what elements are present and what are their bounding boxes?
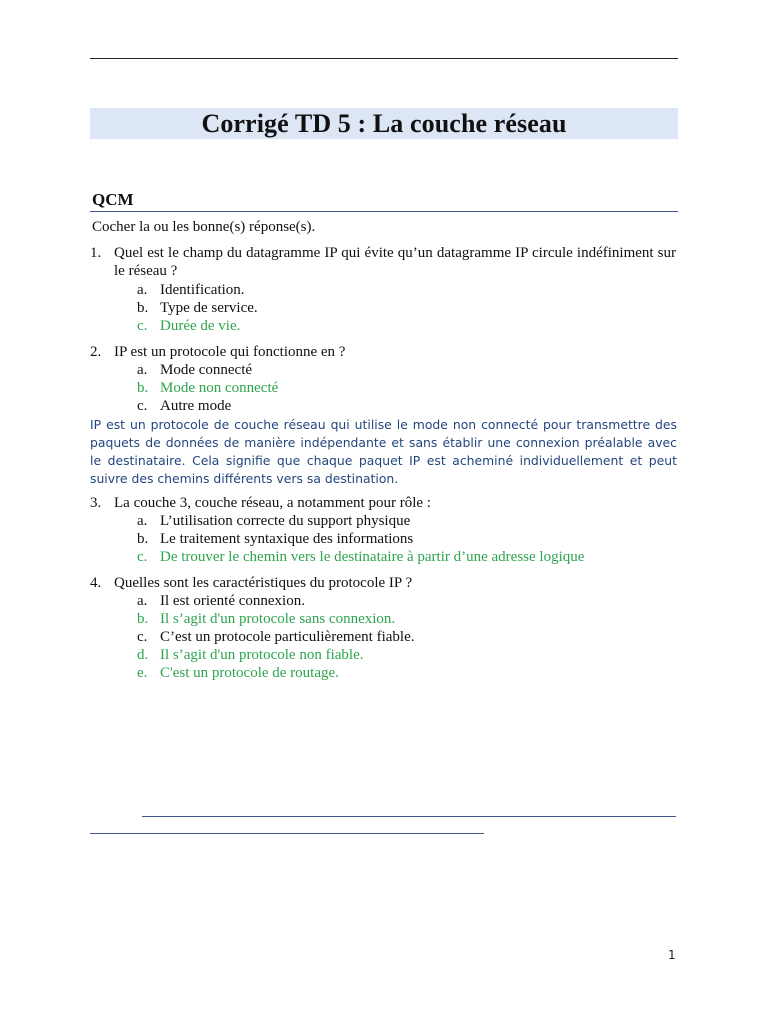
option-letter: b. [137,380,149,396]
option-letter: a. [137,513,148,529]
title-banner [90,108,678,139]
question-text: Quel est le champ du datagramme IP qui évite qu’un datagramme IP circule indéfiniment sur le réseau ? [114,245,676,279]
section-rule [90,211,678,212]
option-text: Il est orienté connexion. [160,593,305,609]
question-number: 3. [90,495,102,511]
option-letter: a. [137,362,148,378]
question-text: La couche 3, couche réseau, a notamment pour rôle : [114,495,431,511]
option-text: Mode non connecté [160,380,279,396]
question-number: 4. [90,575,102,591]
option-text: C'est un protocole de routage. [160,665,339,681]
question-1 [90,244,676,280]
explanation-text: IP est un protocole de couche réseau qui utilise le mode non connecté pour transmettre des paquets de données de manière indépendante et sans établir une connexion préalable avec le destinataire. Cela signifie que chaque paquet IP est acheminé individuellement et peut suivre des chemins différents vers sa destination. [90,417,677,486]
option-text: De trouver le chemin vers le destinataire à partir d’une adresse logique [160,549,585,565]
question-number: 2. [90,344,102,360]
option-text: Le traitement syntaxique des informations [160,531,414,547]
option-letter: e. [137,665,148,681]
page-number: 1 [668,948,676,962]
option-text: Mode connecté [160,362,253,378]
question-text: Quelles sont les caractéristiques du protocole IP ? [114,575,413,591]
option-letter: c. [137,398,148,414]
option-text: L’utilisation correcte du support physique [160,513,411,529]
option-letter: b. [137,611,149,627]
option-text: C’est un protocole particulièrement fiable. [160,629,415,645]
question-number: 1. [90,245,102,261]
option-text: Type de service. [160,300,258,316]
question-4 [90,574,676,592]
option-text: Il s’agit d'un protocole non fiable. [160,647,364,663]
instructions: Cocher la ou les bonne(s) réponse(s). [92,219,316,235]
option-text: Durée de vie. [160,318,241,334]
question-2 [90,343,676,361]
footer-rule [90,833,484,834]
question-3 [90,494,676,512]
option-letter: d. [137,647,149,663]
header-rule [90,58,678,59]
option-text: Il s’agit d'un protocole sans connexion. [160,611,396,627]
option-letter: b. [137,531,149,547]
option-text: Autre mode [160,398,232,414]
footer-rule [142,816,676,817]
section-heading: QCM [92,190,134,209]
question-text: IP est un protocole qui fonctionne en ? [114,344,346,360]
page-title: Corrigé TD 5 : La couche réseau [201,108,567,138]
option-letter: c. [137,629,148,645]
option-letter: a. [137,282,148,298]
option-letter: c. [137,549,148,565]
option-letter: b. [137,300,149,316]
option-text: Identification. [160,282,245,298]
option-letter: a. [137,593,148,609]
option-letter: c. [137,318,148,334]
